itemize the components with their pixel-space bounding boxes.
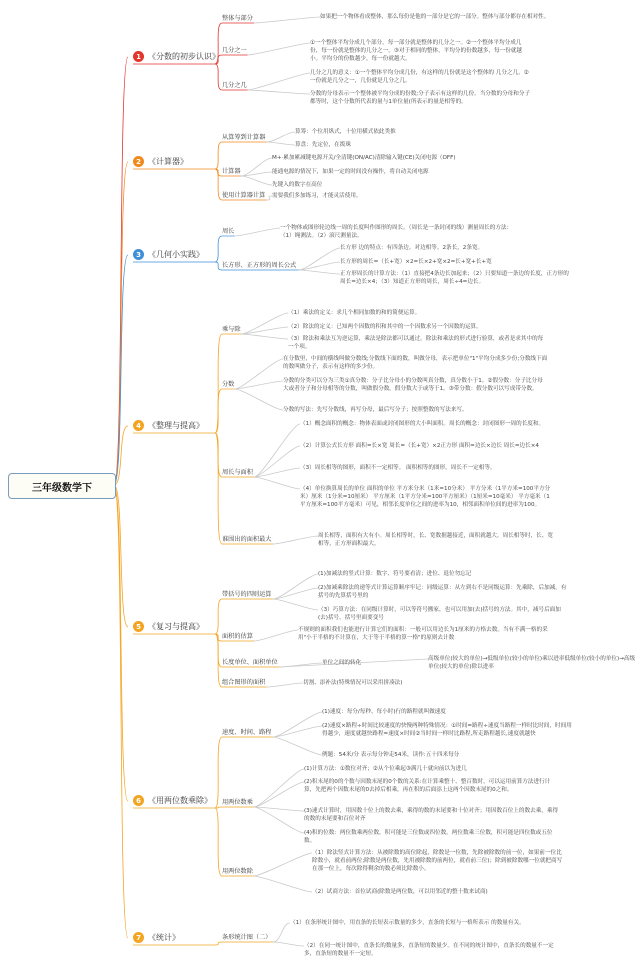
number-badge: 5 bbox=[133, 621, 144, 632]
child-line bbox=[215, 942, 222, 945]
leaf-line bbox=[273, 574, 318, 599]
note-text: 高级单位(较大的单位)→低级单位(较小的单位)乘以进率低级单位(较小的单位)→高级单位(较大的单位)除以进率 bbox=[428, 656, 636, 671]
note-text: (4)积的位数：两位数乘两位数，积可能是三位数或四位数。两位数乘三位数，积可能是四位数或五位数。 bbox=[304, 830, 553, 845]
topic-node: 速度、时间、路程 bbox=[222, 729, 272, 736]
chapter-label: 《几何小实践》 bbox=[148, 250, 204, 259]
child-line bbox=[215, 236, 222, 262]
topic-node: 乘与除 bbox=[222, 326, 241, 333]
note-text: （2）试商方法：首位试商(除数是两位数，可以用邻近的整十数来试商) bbox=[312, 889, 488, 895]
leaf-line bbox=[254, 876, 312, 892]
chapter-label: 《计算器》 bbox=[148, 157, 188, 166]
note-text: 长方形的周长=（长+宽）×2=长×2+宽×2=长+宽+长+宽 bbox=[340, 259, 492, 265]
leaf-line bbox=[267, 142, 295, 145]
note-text: (3)速式计算时，用因数十位上的数去乘，乘得的数的末尾要和十位对齐；用因数百位上的数去乘，乘得的数的末尾要和百位对齐 bbox=[304, 808, 559, 823]
note-text: （1）概念面积的概念：物体表面或封闭图形的大小叫面积。周长的概念：封闭图形一周的长度和。 bbox=[300, 421, 545, 427]
topic-node: 长度单位、面积单位 bbox=[222, 659, 278, 666]
note-text: （2）除法的定义：已知两个因数的积和其中的一个因数求另一个因数的运算。 bbox=[288, 324, 482, 330]
leaf-line bbox=[299, 270, 340, 274]
leaf-line bbox=[273, 588, 318, 599]
chapter-node bbox=[133, 420, 204, 431]
note-text: M+·累加累减键电源开关/全清键(ON/AC)清除输入键(CE)关闭电源（OFF) bbox=[272, 155, 456, 161]
note-text: （2）计算公式长方形 面积=长×宽 周长=（长+宽）×2正方形 面积=边长×边长 周长=边长×4 bbox=[300, 443, 539, 449]
note-text: 不规则的面积我们也能进行计算它们的面积：一般可以用边长为1厘米的方格去数。当有不满一格的采用"小于半格的不计算在，大于等于半格的算一格"的原则去计数 bbox=[298, 627, 548, 642]
note-text: 分数的分母表示一个整体被平均分成的份数;分子表示有这样的几份。当分数的分母和分子都等时，这个分数所代表的量与1单位量(所表示的量是相等的。 bbox=[310, 91, 531, 106]
topic-node: 周长 bbox=[222, 228, 235, 235]
chapter-node bbox=[133, 621, 204, 632]
child-line bbox=[215, 808, 222, 876]
leaf-line bbox=[273, 599, 318, 610]
note-text: (1)计算方法：①数位对齐；②从个位乘起③满几十就向前以为进几 bbox=[304, 766, 467, 772]
note-text: 长方形 边的特点：有四条边。对边相等。2条长，2条宽。 bbox=[340, 245, 484, 251]
note-text: （3）巧算方法：在同级计算时，可以等符号搬家，也可以用加(去)括号的方法。其中，减号后面加(去)括号，括号里面要变号 bbox=[318, 607, 561, 622]
chapter-node bbox=[133, 156, 188, 167]
topic-node: 几分之一 bbox=[222, 47, 247, 54]
note-text: (2)积末尾的0的个数与因数末尾的0个数的关系:在计算乘整十、整百数时，可以运用前算方法进行计算，先把两个因数末尾的0去掉后相乘，再在积的后面添上这两个因数末尾的0之和。 bbox=[304, 779, 551, 794]
leaf-line bbox=[273, 923, 290, 942]
leaf-line bbox=[254, 630, 298, 641]
note-text: （2）在同一统计图中，直条长的数量多，直条短的数量少。在不同的统计图中，直条长的数量不一定多，直条短的数量不一定短。 bbox=[304, 943, 554, 958]
chapter-label: 《用两位数乘除》 bbox=[148, 796, 212, 805]
leaf-line bbox=[267, 683, 303, 687]
child-line bbox=[215, 169, 222, 176]
leaf-line bbox=[299, 262, 340, 270]
topic-node: 组合图形的面积 bbox=[222, 679, 266, 686]
leaf-line bbox=[267, 132, 295, 142]
topic-node: 整体与部分 bbox=[222, 15, 253, 22]
note-text: 分数的写法：先写分数线，再写分母，最后写分子；按照整数的写法来写。 bbox=[283, 407, 468, 413]
leaf-line bbox=[248, 73, 310, 90]
note-text: 算筹：个位用纵式，十位用横式依此类推 bbox=[295, 129, 396, 135]
topic-node: 几分之几 bbox=[222, 82, 247, 89]
child-line bbox=[215, 599, 222, 634]
topic-node: 从算筹到计算器 bbox=[222, 134, 266, 141]
leaf-line bbox=[299, 248, 340, 270]
child-line bbox=[215, 262, 222, 270]
note-text: （1）在条形统计图中，用直条的长短表示数量的多少，直条的长短与一格所表示 的数量有关。 bbox=[290, 920, 525, 926]
chapter-node bbox=[133, 932, 180, 943]
note-text: （1）除法竖式计算方法：从被除数的高位除起，除数是一位数，先除被除数的前一位，如果前一位比 除数小，就看前两位;除数是两位数，先用被除数的前两位，就看前三位)；除到被除数哪一位就把商写在那一位上，每次除得剩余的数必须比除数小。 bbox=[312, 850, 563, 873]
note-text: （1）乘法的定义：求几个相同加数的和的简便运算。 bbox=[288, 310, 421, 316]
leaf-line bbox=[235, 389, 283, 410]
topic-node: 使用计算器计算 bbox=[222, 192, 266, 199]
note-text: (1)加减法的竖式计算：数字、符号要看清；进位、退位勿忘记 bbox=[318, 571, 472, 577]
leaf-line bbox=[235, 228, 280, 236]
chapter-label: 《统计》 bbox=[148, 933, 180, 942]
number-badge: 4 bbox=[133, 420, 144, 431]
chapter-node bbox=[133, 51, 220, 62]
number-badge: 3 bbox=[133, 249, 144, 260]
topic-node: 长方形、正方形的周长公式 bbox=[222, 262, 297, 269]
topic-node: 周长与面积 bbox=[222, 469, 253, 476]
leaf-line bbox=[273, 726, 322, 737]
number-badge: 7 bbox=[133, 932, 144, 943]
note-text: (2)速度×路程÷时间比较速度的快慢两种特殊情况：①时间=路程÷速度当路程一样时比时间，时间用得越少，速度就越快路程=速度×时间②当时间一样时比路程,所走路程越长,速度就越快 bbox=[322, 723, 572, 738]
child-line bbox=[215, 64, 222, 90]
note-text: （3）除法和乘法互为逆运算，乘法是除法都可以通过。除法和乘法的形式进行验算，或者是求其中的每一个项。 bbox=[288, 336, 544, 351]
leaf-line bbox=[254, 477, 300, 489]
leaf-line bbox=[254, 853, 312, 876]
leaf-line bbox=[248, 90, 310, 94]
topic-node: 条形统计图（二） bbox=[222, 934, 272, 941]
leaf-line bbox=[273, 712, 322, 737]
note-text: (1)速度：每分/每秒、每小时)行的路程就叫做速度 bbox=[322, 709, 446, 715]
leaf-line bbox=[241, 158, 272, 176]
leaf-line bbox=[235, 359, 283, 389]
topic-node: 面积的估算 bbox=[222, 633, 253, 640]
topic-node: 谁围出的面积最大 bbox=[222, 536, 272, 543]
leaf-line bbox=[248, 43, 310, 55]
leaf-line bbox=[273, 737, 322, 755]
leaf-line bbox=[254, 807, 304, 811]
note-text: 例题：54米/分 表示每分钟走54米，读作:五十四米每分 bbox=[322, 752, 460, 758]
branch-line bbox=[114, 57, 128, 485]
note-text: 单位之间的转化 bbox=[322, 660, 362, 666]
note-text: 一个物体或图形轮边线一周的长度叫作图形的周长。（周长是一条封闭的线）测量周长的方法：（1）绳测法。（2）滚尺测量法。 bbox=[280, 225, 513, 240]
note-text: 几分之几的意义：①一个整体平均分成几份，有这样的几份就是这个整体的 几分之几。②一份就是几分之一，几份就是几分之几。 bbox=[310, 70, 529, 85]
leaf-line bbox=[254, 468, 300, 477]
note-text: 如果把一个物体看成整体，那么每份是他的一部分是它的一部分。整体与部分都存在相对性。 bbox=[320, 14, 550, 20]
child-line bbox=[215, 389, 222, 433]
topic-node: 用两位数除 bbox=[222, 868, 253, 875]
leaf-line bbox=[273, 942, 304, 946]
root-node bbox=[8, 473, 116, 499]
leaf-line bbox=[254, 769, 304, 807]
topic-node: 分数 bbox=[222, 381, 235, 388]
leaf-line bbox=[241, 176, 272, 185]
child-line bbox=[215, 142, 222, 169]
note-text: 周长相等，面积有大有小。周长相等时，长、宽数据越接近，面积就越大。周长相等时，长、宽相等，正方形面积最大。 bbox=[318, 533, 553, 548]
leaf-line bbox=[254, 17, 320, 23]
note-text: （4）单位换算周长的单位 面积的单位 平方米分米（1米=10分米） 平方分米（1平方米=100平方分米）厘米（1分米=10厘米） 平方厘米（1平方分米=100平方厘米）（1厘米=10毫米） 平方毫米（1平方厘米=100平方毫米）可见，相邻长度单位之间的进率为10，相邻面积单位间的进率为100。 bbox=[300, 486, 551, 509]
branch-line bbox=[114, 162, 128, 485]
note-text: ①一个整体平均分成几个部分，每一部分就是整体的几分之一。②一个整体平均分成几份，每一份就是整体的几分之一。③对于相同的整体，平均分的份数越多，每一份就越小。平均分的份数越少，每一份就越大。 bbox=[310, 40, 522, 63]
number-badge: 2 bbox=[133, 156, 144, 167]
note-text: 切割、添补法(特殊情况可以采用拼凑法) bbox=[303, 680, 403, 686]
leaf-line bbox=[273, 536, 318, 544]
note-text: 先键入的数字在高位 bbox=[272, 182, 323, 188]
note-text: 能通电源的情况下，如果一定的时间没有操作，将自动关闭电源 bbox=[272, 169, 429, 175]
note-text: 正方形周长的计算方法：（1）直接把4条边长加起来；（2）只要知道一条边的长度，正方形的周长=边长×4；（3）知道正方形的周长，周长÷4=边长。 bbox=[340, 271, 569, 286]
child-line bbox=[215, 737, 222, 808]
note-text: 需要我们多加练习，才能灵活使用。 bbox=[272, 193, 362, 199]
leaf-line bbox=[235, 381, 283, 389]
chapter-label: 《分数的初步认识》 bbox=[148, 52, 220, 61]
topic-node: 带括号的四则运算 bbox=[222, 591, 272, 598]
chapter-label: 《整理与提高》 bbox=[148, 421, 204, 430]
note-text: 在分数里，中间的横线叫做分数线;分数线下面的数，叫做分母，表示把单位"1"平均分成多少份;分数线下面的数叫做分子，表示有这样的多少份。 bbox=[283, 356, 548, 371]
chapter-node bbox=[133, 249, 204, 260]
root-title: 三年级数学下 bbox=[32, 482, 92, 494]
leaf-line bbox=[241, 327, 288, 334]
number-badge: 6 bbox=[133, 795, 144, 806]
note-text: (2)加减乘除法的递等式计算运算顺序牢记：同级运算：从左到右不是同级运算：先乘除，后加减。有括号的先算括号里的 bbox=[318, 585, 567, 600]
chapter-label: 《复习与提高》 bbox=[148, 622, 204, 631]
note-text: 算盘：先定位，在拨珠 bbox=[295, 142, 351, 148]
number-badge: 1 bbox=[133, 51, 144, 62]
leaf-line bbox=[241, 334, 288, 339]
note-text: （3）周长相等的图形，面积不一定相等。 面积相等的图形，周长不一定相等。 bbox=[300, 465, 496, 471]
topic-node: 用两位数乘 bbox=[222, 799, 253, 806]
chapter-node bbox=[133, 795, 212, 806]
topic-node: 计算器 bbox=[222, 168, 241, 175]
note-text: 分数的分类可以分为三类①真分数：分子比分母小的分数叫真分数，真分数小于1。②假分数：分子比分母大或者分子和分母相等的分数，叫做假分数。假分数大于或等于1。③带分数：假分数可以写成带分数。 bbox=[283, 378, 543, 393]
branch-line bbox=[114, 485, 128, 627]
